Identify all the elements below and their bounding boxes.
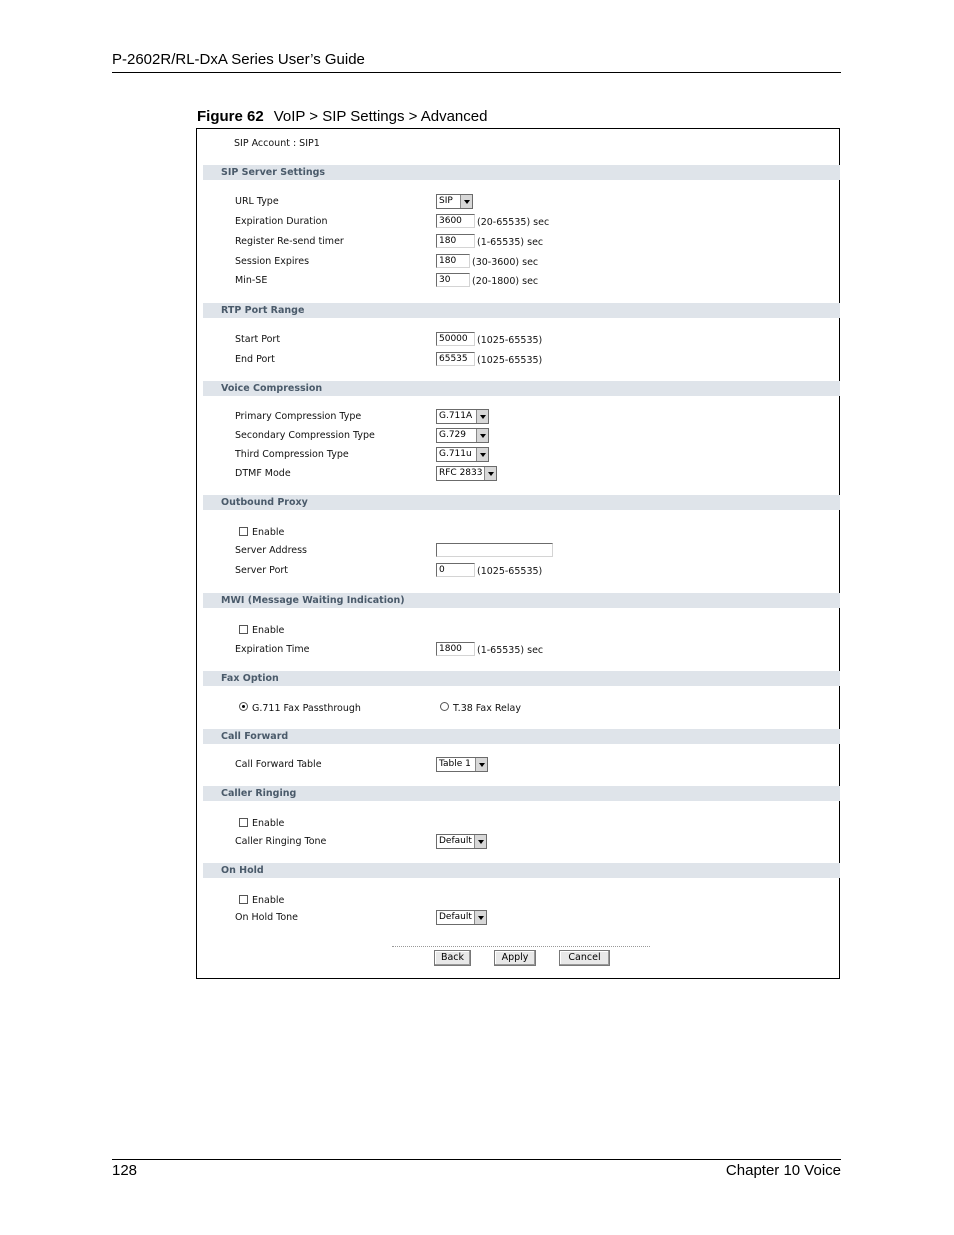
chapter-title: Chapter 10 Voice [725,1162,841,1179]
apply-button[interactable]: Apply [494,950,536,966]
chevron-down-icon [484,467,496,480]
url-type-select[interactable] [436,194,473,209]
server-address-label: Server Address [235,545,308,556]
figure-caption-text: VoIP > SIP Settings > Advanced [273,108,488,125]
header-divider [112,72,841,73]
fax-relay-label: T.38 Fax Relay [453,703,521,714]
back-button[interactable]: Back [434,950,471,966]
fax-passthrough-radio[interactable] [239,702,248,711]
on-hold-enable-checkbox[interactable] [239,895,248,904]
chevron-down-icon [476,429,488,442]
min-se-input[interactable]: 30 [436,273,470,287]
session-expires-input[interactable]: 180 [436,254,470,268]
section-outbound-proxy [203,495,840,510]
third-compression-label: Third Compression Type [235,449,349,460]
min-se-label: Min-SE [235,275,268,286]
section-title: Caller Ringing [221,788,297,799]
section-voice-compression [203,381,840,396]
chevron-down-icon [474,911,486,924]
url-type-label: URL Type [235,196,279,207]
select-value: Default [439,836,472,846]
select-value: G.711A [439,411,473,421]
chevron-down-icon [474,835,486,848]
section-fax-option [203,671,840,686]
cancel-button[interactable]: Cancel [559,950,610,966]
chevron-down-icon [475,758,487,771]
on-hold-tone-select[interactable] [436,910,487,925]
select-value: G.711u [439,449,472,459]
section-title: Outbound Proxy [221,497,308,508]
select-value: RFC 2833 [439,468,483,478]
mwi-expiration-hint: (1-65535) sec [477,645,544,656]
section-mwi [203,593,840,608]
primary-compression-select[interactable] [436,409,489,424]
register-resend-timer-label: Register Re-send timer [235,236,344,247]
select-value: Default [439,912,472,922]
sip-account-label: SIP Account : SIP1 [234,138,320,149]
dtmf-mode-label: DTMF Mode [235,468,291,479]
chevron-down-icon [460,195,472,208]
start-port-input[interactable]: 50000 [436,332,475,346]
expiration-duration-hint: (20-65535) sec [477,217,550,228]
start-port-label: Start Port [235,334,281,345]
fax-passthrough-label: G.711 Fax Passthrough [252,703,361,714]
page-number: 128 [112,1162,138,1179]
fax-relay-radio[interactable] [440,702,449,711]
section-title: SIP Server Settings [221,167,326,178]
section-call-forward [203,729,840,744]
select-value: SIP [439,196,453,206]
proxy-enable-label: Enable [252,527,285,538]
expiration-duration-input[interactable]: 3600 [436,214,475,228]
third-compression-select[interactable] [436,447,489,462]
expiration-duration-label: Expiration Duration [235,216,328,227]
end-port-input[interactable]: 65535 [436,352,475,366]
call-forward-table-label: Call Forward Table [235,759,322,770]
figure-label: Figure 62 [197,108,264,125]
button-separator [392,946,650,947]
caller-ringing-enable-label: Enable [252,818,285,829]
on-hold-enable-label: Enable [252,895,285,906]
session-expires-hint: (30-3600) sec [472,257,539,268]
end-port-label: End Port [235,354,275,365]
caller-ringing-tone-select[interactable] [436,834,487,849]
min-se-hint: (20-1800) sec [472,276,539,287]
server-port-input[interactable]: 0 [436,563,475,577]
document-header-title: P-2602R/RL-DxA Series User’s Guide [112,51,365,68]
select-value: Table 1 [439,759,471,769]
section-title: RTP Port Range [221,305,305,316]
section-title: Call Forward [221,731,289,742]
end-port-hint: (1025-65535) [477,355,543,366]
section-title: On Hold [221,865,264,876]
section-sip-server-settings [203,165,840,180]
server-address-input[interactable] [436,543,553,557]
proxy-enable-checkbox[interactable] [239,527,248,536]
secondary-compression-label: Secondary Compression Type [235,430,375,441]
server-port-label: Server Port [235,565,289,576]
start-port-hint: (1025-65535) [477,335,543,346]
session-expires-label: Session Expires [235,256,310,267]
on-hold-tone-label: On Hold Tone [235,912,299,923]
chevron-down-icon [476,410,488,423]
caller-ringing-enable-checkbox[interactable] [239,818,248,827]
mwi-enable-label: Enable [252,625,285,636]
section-on-hold [203,863,840,878]
select-value: G.729 [439,430,467,440]
mwi-expiration-label: Expiration Time [235,644,310,655]
figure-caption [197,108,487,125]
section-title: Voice Compression [221,383,323,394]
section-caller-ringing [203,786,840,801]
primary-compression-label: Primary Compression Type [235,411,362,422]
register-resend-timer-hint: (1-65535) sec [477,237,544,248]
register-resend-timer-input[interactable]: 180 [436,234,475,248]
footer-divider [112,1159,841,1160]
section-title: Fax Option [221,673,279,684]
section-rtp-port-range [203,303,840,318]
section-title: MWI (Message Waiting Indication) [221,595,405,606]
caller-ringing-tone-label: Caller Ringing Tone [235,836,327,847]
call-forward-table-select[interactable] [436,757,488,772]
chevron-down-icon [476,448,488,461]
secondary-compression-select[interactable] [436,428,489,443]
screenshot-frame [196,128,840,979]
mwi-enable-checkbox[interactable] [239,625,248,634]
dtmf-mode-select[interactable] [436,466,497,481]
mwi-expiration-input[interactable]: 1800 [436,642,475,656]
server-port-hint: (1025-65535) [477,566,543,577]
